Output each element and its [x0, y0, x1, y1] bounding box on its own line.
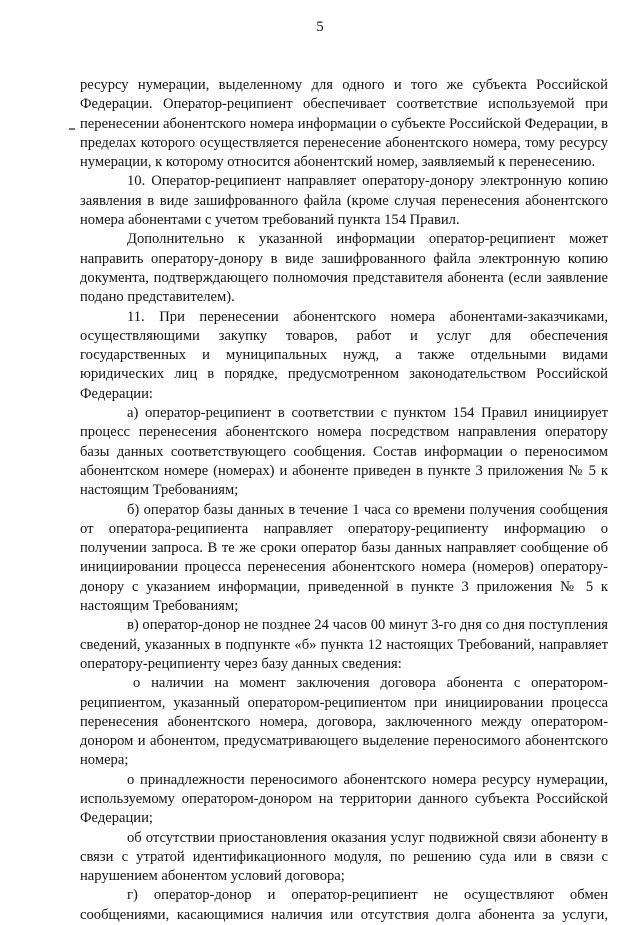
page-number: 5: [316, 19, 324, 35]
paragraph-bullet-numbering: о принадлежности переносимого абонентского номера ресурсу нумерации, используемому оператором-донором на территории данного субъекта Российской Федерации;: [80, 771, 608, 827]
paragraph-item-10: 10. Оператор-реципиент направляет оператору-донору электронную копию заявления в виде зашифрованного файла (кроме случая перенесения абонентского номера абонентами с учетом требований пункта 154 Правил.: [80, 173, 608, 229]
paragraph-subitem-v: в) оператор-донор не позднее 24 часов 00 минут 3-го дня со дня поступления сведений, указанных в подпункте «б» пункта 12 настоящих Требований, направляет оператору-реципиенту через базу данных сведения:: [80, 617, 608, 672]
paragraph-subitem-g: г) оператор-донор и оператор-реципиент не осуществляют обмен сообщениями, касающимися наличия или отсутствия долга абонента за услуги,: [80, 887, 608, 923]
margin-mark: [69, 128, 75, 130]
paragraph-item-11: 11. При перенесении абонентского номера абонентами-заказчиками, осуществляющими закупку товаров, работ и услуг для обеспечения государственных и муниципальных нужд, а также отдельными видами юридических лиц в порядке, предусмотренном законодательством Российской Федерации:: [80, 308, 608, 402]
paragraph-bullet-suspension: об отсутствии приостановления оказания услуг подвижной связи абоненту в связи с утратой идентификационного модуля, по решению суда или в связи с нарушением абонентом условий договора;: [80, 829, 608, 885]
paragraph-subitem-a: а) оператор-реципиент в соответствии с пунктом 154 Правил инициирует процесс перенесения абонентского номера посредством направления оператору базы данных соответствующего сообщения. Состав информации о переносимом абонентском номере (номерах) и абоненте приведен в пункте 3 приложения № 5 к настоящим Требованиям;: [80, 405, 608, 499]
document-body: [80, 76, 608, 925]
paragraph-subitem-b: б) оператор базы данных в течение 1 часа со времени получения сообщения от оператора-реципиента направляет оператору-реципиенту информацию о получении запроса. В те же сроки оператор базы данных направляет сообщение об инициировании процесса перенесения абонентского номера (номеров) оператору-донору с указанием информации, приведенной в пункте 3 приложения № 5 к настоящим Требованиям;: [80, 501, 608, 615]
paragraph-additional: Дополнительно к указанной информации оператор-реципиент может направить оператору-донору в виде зашифрованного файла электронную копию документа, подтверждающего полномочия представителя абонента (если заявление подано представителем).: [80, 231, 608, 306]
paragraph-bullet-contract: о наличии на момент заключения договора абонента с оператором-реципиентом, указанный оператором-реципиентом при инициировании процесса перенесения абонентского номера, договора, заключенного между оператором-донором и абонентом, предусматривающего выделение переносимого абонентского номера;: [80, 675, 608, 769]
paragraph-continuation: ресурсу нумерации, выделенному для одного и того же субъекта Российской Федерации. Оператор-реципиент обеспечивает соответствие используемой при перенесении абонентского номера информации о субъекте Российской Федерации, в пределах которого осуществляется перенесение абонентского номера, тому ресурсу нумерации, к которому относится абонентский номер, заявляемый к перенесению.: [80, 77, 608, 171]
